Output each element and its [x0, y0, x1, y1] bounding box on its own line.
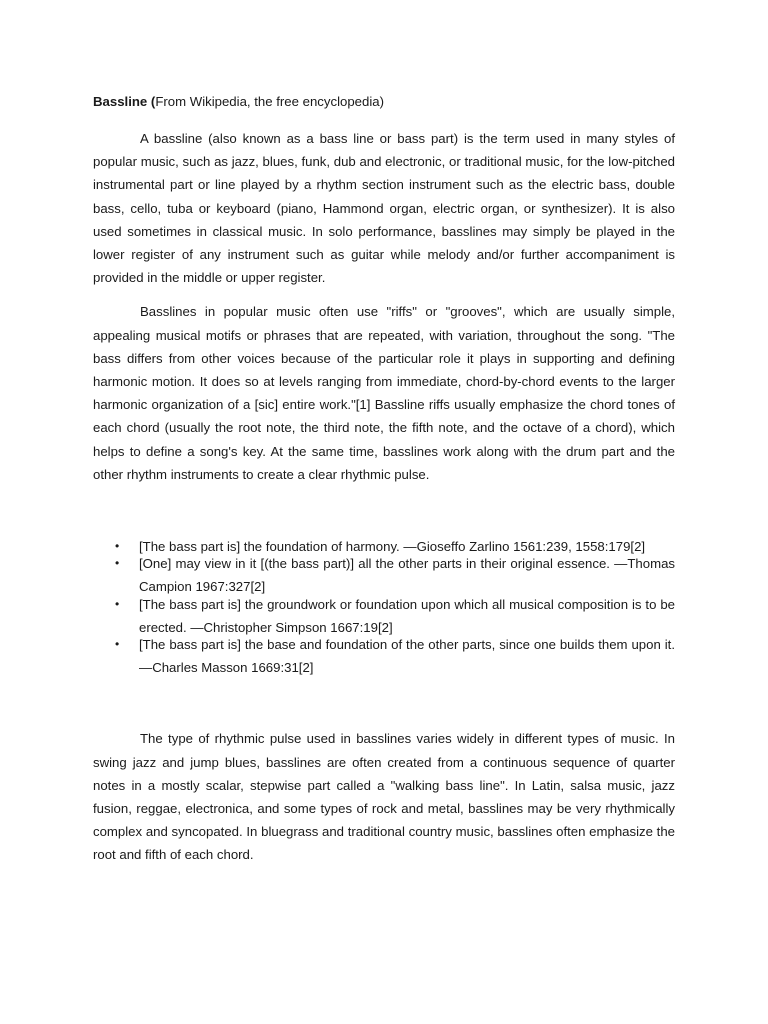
quote-text: [One] may view in it [(the bass part)] all the other parts in their original essence. —Thomas Campion 1967:327[2]: [139, 556, 675, 595]
quote-text: [The bass part is] the foundation of harmony. —Gioseffo Zarlino 1561:239, 1558:179[2]: [139, 539, 646, 555]
quote-text: [The bass part is] the groundwork or foundation upon which all musical composition is to be erected. —Christopher Simpson 1667:19[2]: [139, 596, 675, 635]
quote-text: [The bass part is] the base and foundation of the other parts, since one builds them upon it. —Charles Masson 1669:31[2]: [139, 637, 675, 676]
document-heading: [93, 90, 675, 113]
quotes-list: [93, 535, 675, 679]
bullet-icon: •: [115, 556, 120, 571]
paragraph-riffs: Basslines in popular music often use "riffs" or "grooves", which are usually simple, appealing musical motifs or phrases that are repeated, with variation, throughout the song. "The bass differs from other voices because of the particular role it plays in supporting and defining harmonic motion. It does so at levels ranging from immediate, chord-by-chord events to the larger harmonic organization of a [sic] entire work."[1] Bassline riffs usually emphasize the chord tones of each chord (usually the root note, the third note, the fifth note, and the octave of a chord), which helps to define a song's key. At the same time, basslines work along with the drum part and the other rhythm instruments to create a clear rhythmic pulse.: [93, 304, 675, 482]
paragraph-definition: A bassline (also known as a bass line or bass part) is the term used in many styles of popular music, such as jazz, blues, funk, dub and electronic, or traditional music, for the low-pitched instrumental part or line played by a rhythm section instrument such as the electric bass, double bass, cello, tuba or keyboard (piano, Hammond organ, electric organ, or synthesizer). It is also used sometimes in classical music. In solo performance, basslines may simply be played in the lower register of any instrument such as guitar while melody and/or further accompaniment is provided in the middle or upper register.: [93, 131, 675, 286]
document-page: [93, 90, 675, 867]
heading-title: Bassline (: [93, 94, 156, 109]
bullet-icon: •: [115, 596, 120, 611]
bullet-icon: •: [115, 637, 120, 652]
list-item: [115, 633, 675, 679]
bullet-icon: •: [115, 539, 120, 554]
heading-source: From Wikipedia, the free encyclopedia): [155, 94, 384, 109]
paragraph-rhythmic-pulse: The type of rhythmic pulse used in basslines varies widely in different types of music. In swing jazz and jump blues, basslines are often created from a continuous sequence of quarter notes in a mostly scalar, stepwise part called a "walking bass line". In Latin, salsa music, jazz fusion, reggae, electronica, and some types of rock and metal, basslines may be very rhythmically complex and syncopated. In bluegrass and traditional country music, basslines often emphasize the root and fifth of each chord.: [93, 731, 675, 863]
